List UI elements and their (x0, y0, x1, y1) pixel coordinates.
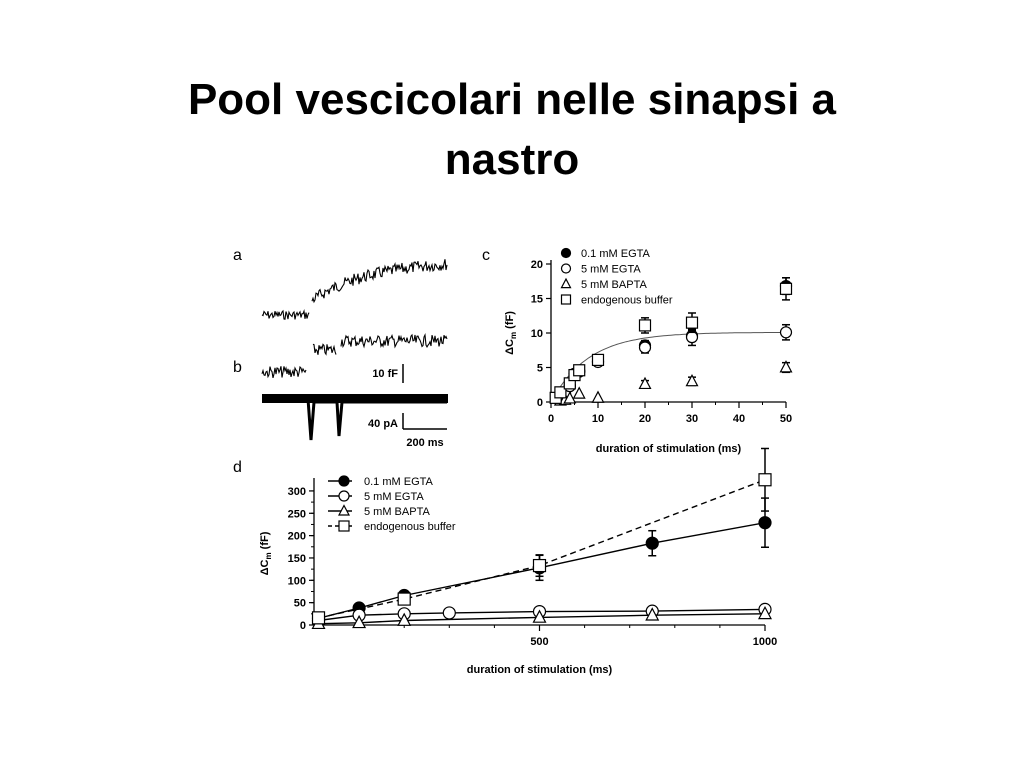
data-point-endogenous-buffer (574, 365, 585, 376)
data-point-endogenous-buffer (759, 474, 771, 486)
slide-title-line1: Pool vescicolari nelle sinapsi a (187, 75, 837, 124)
data-point-0-1-mm-egta (646, 537, 658, 549)
x-tick-label: 20 (638, 413, 652, 425)
panel-label-b: b (233, 359, 242, 376)
data-point-5-mm-bapta (593, 392, 604, 402)
traces-panel (262, 259, 448, 440)
x-tick-label: 0 (547, 413, 555, 425)
y-tick-label: 100 (287, 575, 306, 588)
data-point-5-mm-bapta (640, 378, 651, 388)
legend-marker-endogenous-buffer (339, 521, 349, 531)
chart-d (259, 448, 777, 676)
x-tick-label: 1000 (752, 636, 778, 648)
current-scale-label: 40 pA (368, 418, 398, 430)
legend-label-0-1-mm-egta: 0.1 mM EGTA (364, 476, 433, 488)
y-tick-label: 15 (530, 293, 543, 306)
panel-label-d: d (233, 459, 242, 476)
y-axis-label: $\Delta C_m$ (fF) (504, 311, 518, 355)
current-trace (262, 399, 447, 440)
legend-marker-5-mm-egta (562, 264, 571, 273)
legend-label-5-mm-egta: 5 mM EGTA (581, 263, 641, 276)
data-point-5-mm-egta (443, 607, 455, 619)
legend-marker-5-mm-egta (339, 491, 349, 501)
time-scale-label: 200 ms (406, 437, 444, 449)
x-tick-label: 50 (779, 413, 793, 425)
data-point-endogenous-buffer (781, 283, 792, 294)
y-tick-label: 200 (287, 530, 306, 543)
legend-marker-0-1-mm-egta (339, 476, 349, 486)
current-trace-band (262, 394, 448, 403)
legend-label-5-mm-egta: 5 mM EGTA (364, 491, 424, 503)
panel-label-c: c (482, 247, 490, 264)
legend-marker-endogenous-buffer (562, 295, 571, 304)
y-tick-label: 10 (530, 328, 543, 340)
y-axis-label: $\Delta C_m$ (fF) (259, 531, 273, 576)
panel-label-a: a (233, 247, 242, 264)
data-point-0-1-mm-egta (759, 517, 771, 529)
y-tick-label: 250 (287, 508, 306, 521)
chart-c (504, 248, 792, 455)
data-point-endogenous-buffer (398, 593, 410, 605)
data-point-endogenous-buffer (534, 560, 546, 572)
data-point-5-mm-egta (781, 327, 792, 338)
legend-label-5-mm-bapta: 5 mM BAPTA (364, 506, 430, 518)
x-axis-label: duration of stimulation (ms) (466, 664, 613, 676)
legend-marker-5-mm-bapta (339, 506, 349, 516)
scale-bars (368, 364, 447, 449)
x-tick-label: 10 (591, 413, 605, 425)
capacitance-trace-b-step2 (341, 335, 447, 347)
y-tick-label: 5 (536, 362, 543, 375)
y-tick-label: 20 (530, 259, 543, 271)
fit-curve (551, 332, 786, 402)
slide-title-line2: nastro (444, 135, 580, 184)
data-point-endogenous-buffer (593, 354, 604, 365)
legend-label-5-mm-bapta: 5 mM BAPTA (581, 279, 647, 291)
legend-label-endogenous-buffer: endogenous buffer (581, 294, 673, 307)
legend-marker-5-mm-bapta (562, 279, 571, 288)
capacitance-trace-b-step1 (313, 344, 336, 355)
data-point-endogenous-buffer (313, 612, 325, 624)
capacitance-scale-label: 10 fF (372, 368, 398, 380)
x-tick-label: 40 (732, 413, 746, 425)
y-tick-label: 0 (536, 397, 543, 409)
y-tick-label: 300 (287, 485, 306, 498)
capacitance-trace-a-baseline (262, 311, 309, 319)
capacitance-trace-a-response (312, 259, 447, 302)
data-point-endogenous-buffer (687, 317, 698, 328)
data-point-5-mm-egta (640, 342, 651, 353)
y-tick-label: 0 (299, 620, 306, 632)
y-tick-label: 50 (293, 597, 306, 610)
capacitance-trace-b-baseline (262, 366, 306, 378)
x-axis-label: duration of stimulation (ms) (595, 443, 742, 455)
legend-marker-0-1-mm-egta (562, 249, 571, 258)
data-point-endogenous-buffer (640, 320, 651, 331)
legend-label-0-1-mm-egta: 0.1 mM EGTA (581, 248, 650, 260)
data-point-5-mm-egta (687, 332, 698, 343)
legend-label-endogenous-buffer: endogenous buffer (364, 521, 456, 533)
y-tick-label: 150 (287, 552, 306, 565)
x-tick-label: 30 (685, 413, 699, 425)
x-tick-label: 500 (530, 636, 549, 648)
